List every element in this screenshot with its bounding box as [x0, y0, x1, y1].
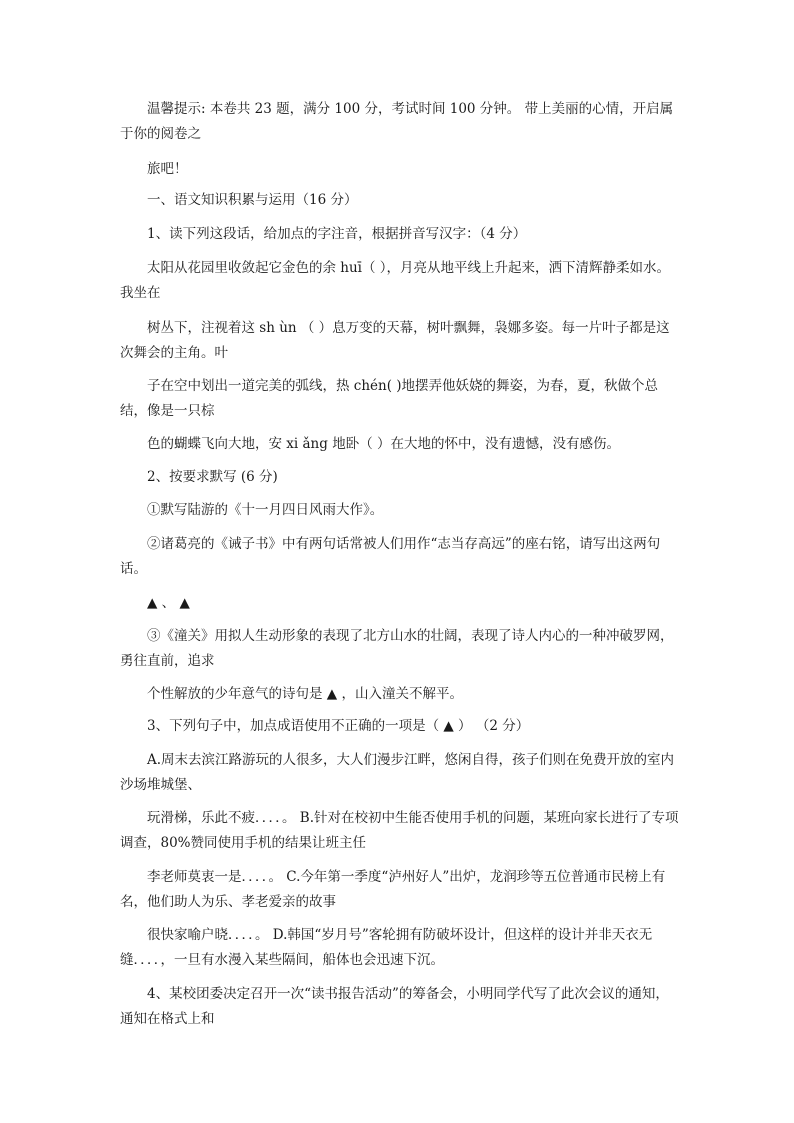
question-2-item-2: ②诸葛亮的《诫子书》中有两句话常被人们用作“志当存高远”的座右铭，请写出这两句话。: [120, 536, 661, 577]
tip-paragraph: 温馨提示: 本卷共 23 题，满分 100 分，考试时间 100 分钟。 带上美丽的心情，开启属于你的阅卷之: [120, 101, 674, 142]
answer-blank-line: ▲ 、 ▲: [147, 595, 190, 611]
question-3-prompt: 3、下列句子中，加点成语使用不正确的一项是（ ▲ ） （2 分）: [147, 718, 530, 734]
question-3-option: 玩滑梯，乐此不疲．．．．。 B.针对在校初中生能否使用手机的问题，某班向家长进行了专项调查，80%赞同使用手机的结果让班主任: [120, 810, 679, 851]
question-1-prompt: 1、读下列这段话，给加点的字注音，根据拼音写汉字：（4 分）: [147, 226, 527, 242]
question-1-passage: 色的蝴蝶飞向大地，安 xi ǎng 地卧（ ）在大地的怀中，没有遗憾，没有感伤。: [147, 436, 620, 452]
question-3-option: 很快家喻户晓．．．．。 D.韩国“岁月号”客轮拥有防破坏设计，但这样的设计并非天衣无缝．．．．，一旦有水漫入某些隔间，船体也会迅速下沉。: [120, 927, 653, 968]
question-2-prompt: 2、按要求默写 (6 分): [147, 469, 278, 485]
question-2-item-3: 个性解放的少年意气的诗句是 ▲ ，山入潼关不解平。: [147, 686, 463, 702]
section-heading: 一、语文知识积累与运用（16 分）: [147, 192, 358, 208]
tip-paragraph-continued: 旅吧！: [147, 161, 188, 177]
question-3-option: A.周末去滨江路游玩的人很多，大人们漫步江畔，悠闲自得，孩子们则在免费开放的室内沙场堆城堡、: [120, 752, 675, 793]
question-2-item-3: ③《潼关》用拟人生动形象的表现了北方山水的壮阔，表现了诗人内心的一种冲破罗网，勇往直前，追求: [120, 628, 674, 669]
question-1-passage: 树丛下，注视着这 sh ùn （ ）息万变的天幕，树叶飘舞，袅娜多姿。每一片叶子都是这次舞会的主角。叶: [120, 320, 670, 361]
question-1-passage: 太阳从花园里收敛起它金色的余 huī（ ），月亮从地平线上升起来，洒下清辉静柔如水。我坐在: [120, 260, 671, 301]
question-3-option: 李老师莫衷一是．．．．。 C.今年第一季度“泸州好人”出炉，龙润珍等五位普通市民榜上有名，他们助人为乐、孝老爱亲的故事: [120, 869, 666, 910]
question-2-item-1: ①默写陆游的《十一月四日风雨大作》。: [147, 502, 384, 518]
question-1-passage: 子在空中划出一道完美的弧线，热 chén( )地摆弄他妖娆的舞姿，为春，夏，秋做个总结，像是一只棕: [120, 378, 659, 419]
question-4-prompt: 4、某校团委决定召开一次“读书报告活动”的筹备会，小明同学代写了此次会议的通知，通知在格式上和: [120, 986, 669, 1027]
